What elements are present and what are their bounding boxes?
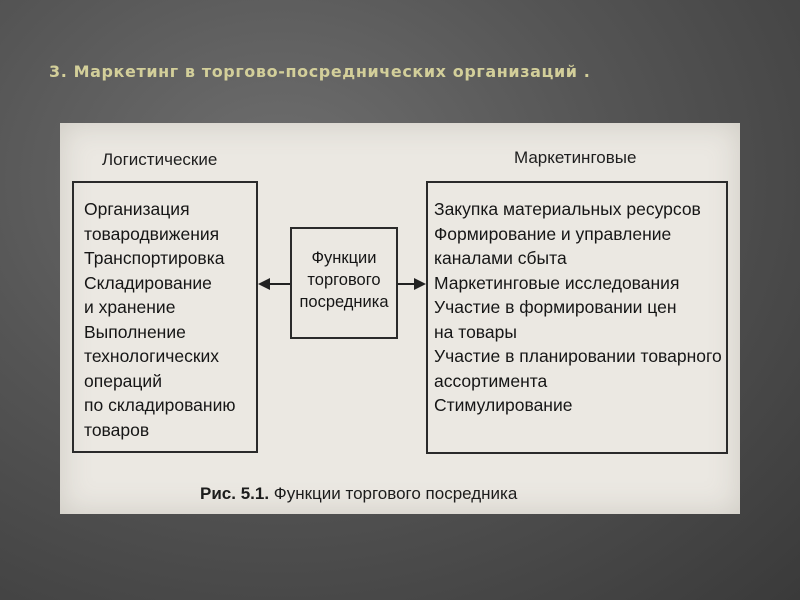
marketing-item: Маркетинговые исследования — [434, 272, 680, 293]
caption-text: Функции торгового посредника — [269, 484, 518, 503]
slide-title: 3. Маркетинг в торгово-посреднических организаций . — [49, 62, 591, 81]
logistics-item: товаров — [84, 419, 150, 440]
logistics-item: и хранение — [84, 297, 176, 317]
scanned-figure — [60, 123, 740, 514]
logistics-item: товародвижения — [84, 223, 220, 244]
logistics-item: Складирование — [84, 272, 212, 293]
marketing-item: Участие в формировании цен — [434, 297, 677, 317]
logistics-label: Логистические — [102, 150, 218, 169]
logistics-item: Организация — [84, 199, 190, 219]
arrowhead-left-icon — [258, 278, 270, 290]
marketing-item: Участие в планировании товарного — [434, 346, 722, 366]
figure-caption — [200, 484, 517, 504]
arrowhead-right-icon — [414, 278, 426, 290]
logistics-item: по складированию — [84, 395, 236, 415]
caption-number: Рис. 5.1. — [200, 484, 270, 503]
logistics-item: технологических — [84, 346, 220, 366]
logistics-item: операций — [84, 370, 162, 391]
intermediary-line: Функции — [311, 249, 377, 267]
marketing-item: на товары — [434, 321, 517, 342]
marketing-item: ассортимента — [434, 370, 548, 391]
marketing-item: Формирование и управление — [434, 223, 672, 244]
marketing-item: каналами сбыта — [434, 248, 567, 268]
logistics-item: Выполнение — [84, 321, 186, 342]
intermediary-line: посредника — [299, 293, 389, 311]
intermediary-line: торгового — [307, 271, 381, 289]
marketing-item: Закупка материальных ресурсов — [434, 199, 701, 219]
marketing-item: Стимулирование — [434, 395, 573, 415]
marketing-label: Маркетинговые — [514, 148, 637, 167]
connector-arrows — [60, 123, 740, 514]
logistics-item: Транспортировка — [84, 248, 225, 268]
